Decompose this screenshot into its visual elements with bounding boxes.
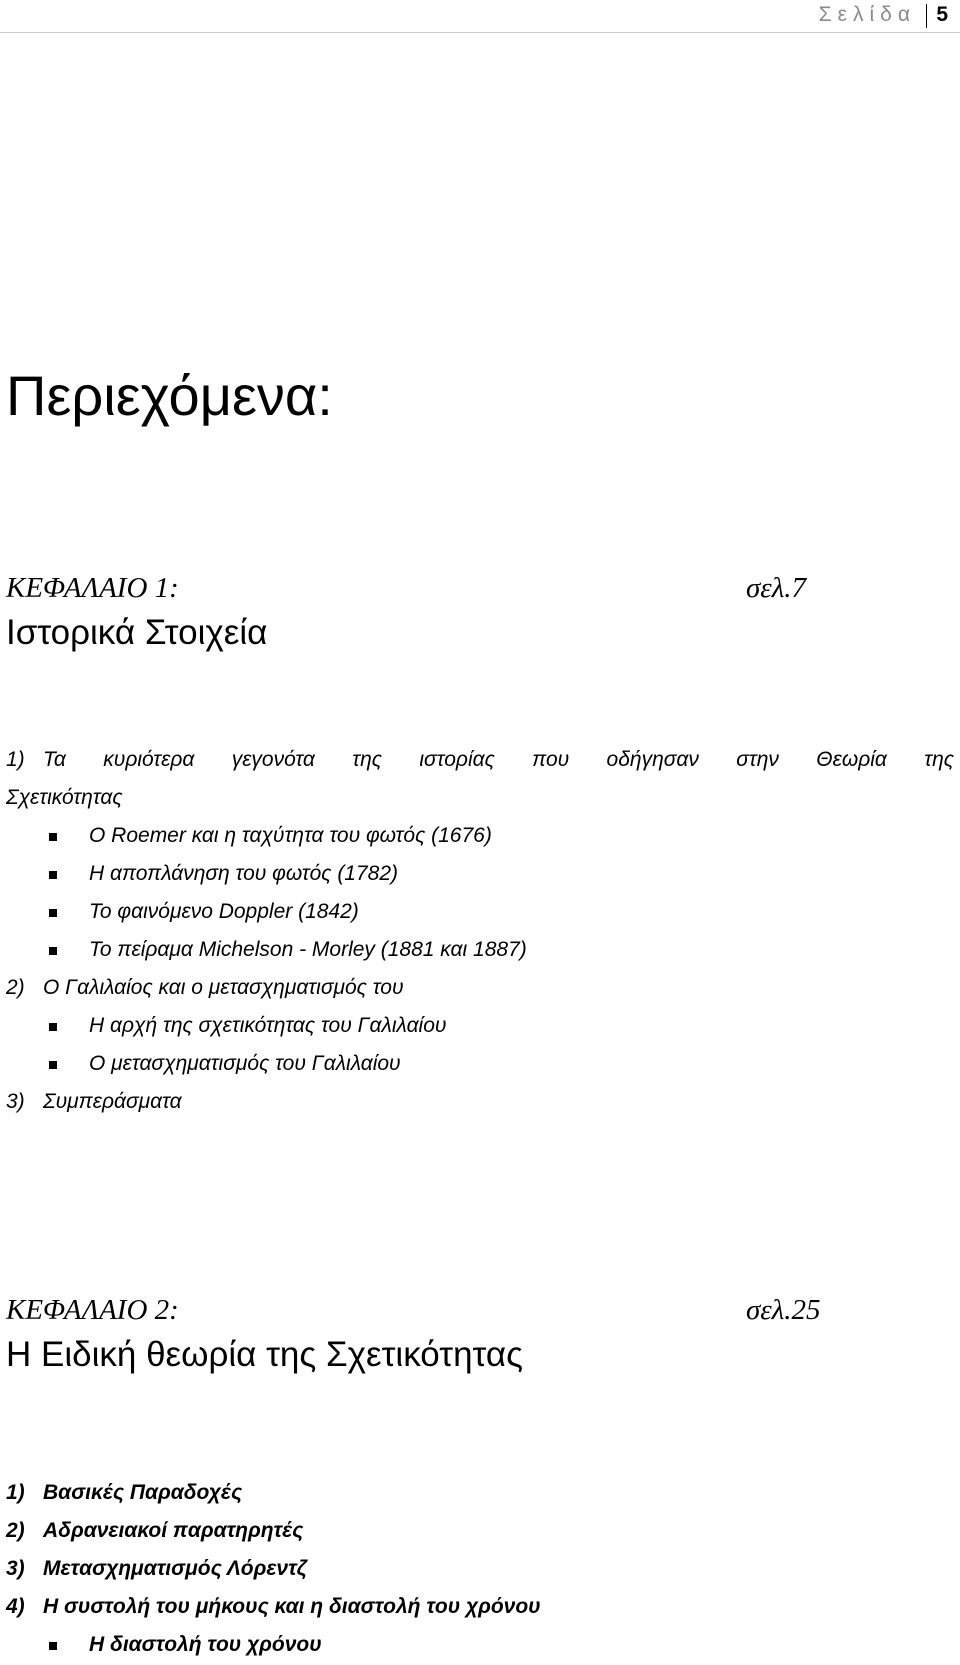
page-header (0, 0, 960, 33)
toc-item-continuation (6, 779, 954, 817)
item-text: Ο μετασχηματισμός του Γαλιλαίου (89, 1052, 401, 1075)
item-number: 2) (6, 1519, 25, 1542)
item-text: Τα κυριότερα γεγονότα της ιστορίας που οδήγησαν στην Θεωρία της (43, 748, 954, 771)
square-bullet-icon (49, 1642, 57, 1650)
item-number: 1) (6, 748, 25, 771)
chapter-2-toc (6, 1474, 954, 1664)
page-label: Σελίδα (818, 3, 916, 26)
toc-subitem (6, 1007, 954, 1045)
chapter-label: ΚΕΦΑΛΑΙΟ 2: (6, 1294, 179, 1326)
toc-item (6, 1512, 954, 1550)
chapter-page-ref: σελ.25 (746, 1294, 821, 1326)
header-divider (926, 4, 927, 28)
item-text: Μετασχηματισμός Λόρεντζ (43, 1557, 307, 1580)
toc-item (6, 969, 954, 1007)
toc-subitem (6, 931, 954, 969)
square-bullet-icon (49, 1061, 57, 1069)
chapter-subtitle: Η Ειδική θεωρία της Σχετικότητας (6, 1335, 523, 1374)
square-bullet-icon (49, 947, 57, 955)
chapter-label: ΚΕΦΑΛΑΙΟ 1: (6, 572, 179, 604)
item-number: 2) (6, 976, 25, 999)
toc-subitem (6, 1626, 954, 1664)
item-text: Η διαστολή του χρόνου (89, 1633, 322, 1656)
item-text: Η συστολή του μήκους και η διαστολή του χρόνου (43, 1595, 541, 1618)
page-title: Περιεχόμενα: (6, 364, 333, 427)
toc-subitem (6, 893, 954, 931)
square-bullet-icon (49, 909, 57, 917)
square-bullet-icon (49, 1023, 57, 1031)
item-text: Συμπεράσματα (43, 1090, 182, 1113)
item-text: Το πείραμα Michelson - Morley (1881 και 1887) (89, 938, 527, 961)
item-number: 4) (6, 1595, 25, 1618)
item-text: Βασικές Παραδοχές (43, 1481, 243, 1504)
item-text: Σχετικότητας (6, 786, 123, 809)
page-number: 5 (936, 3, 948, 26)
item-text: Ο Γαλιλαίος και ο μετασχηματισμός του (43, 976, 404, 999)
square-bullet-icon (49, 833, 57, 841)
toc-subitem (6, 855, 954, 893)
toc-item (6, 1550, 954, 1588)
item-text: Η αποπλάνηση του φωτός (1782) (89, 862, 399, 885)
chapter-1-heading (6, 568, 836, 608)
item-text: Η αρχή της σχετικότητας του Γαλιλαίου (89, 1014, 447, 1037)
item-text: Αδρανειακοί παρατηρητές (43, 1519, 304, 1542)
chapter-page-ref: σελ.7 (746, 572, 807, 604)
toc-subitem (6, 817, 954, 855)
toc-subitem (6, 1045, 954, 1083)
item-text: Ο Roemer και η ταχύτητα του φωτός (1676) (89, 824, 492, 847)
item-number: 3) (6, 1557, 25, 1580)
item-number: 3) (6, 1090, 25, 1113)
chapter-2-heading (6, 1290, 836, 1330)
toc-item (6, 741, 954, 779)
chapter-1-toc (6, 741, 954, 1121)
item-number: 1) (6, 1481, 25, 1504)
chapter-subtitle: Ιστορικά Στοιχεία (6, 613, 268, 652)
toc-item (6, 1588, 954, 1626)
toc-item (6, 1474, 954, 1512)
square-bullet-icon (49, 871, 57, 879)
item-text: Το φαινόμενο Doppler (1842) (89, 900, 359, 923)
toc-item (6, 1083, 954, 1121)
